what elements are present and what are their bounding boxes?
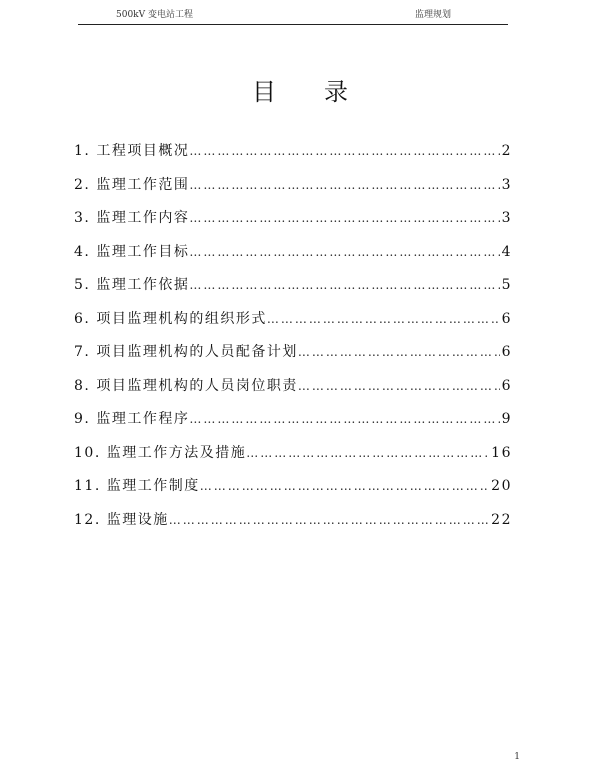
toc-item[interactable]	[74, 174, 512, 208]
toc-item-page: 6	[501, 344, 512, 360]
toc-item-page: 22	[491, 511, 512, 528]
toc-item-label: 项目监理机构的人员配备计划	[96, 344, 298, 360]
toc-dot-leader	[189, 211, 499, 225]
toc-dot-leader	[267, 312, 500, 326]
toc-item[interactable]	[74, 442, 512, 476]
table-of-contents	[74, 140, 512, 542]
toc-item-number: 4.	[74, 243, 91, 260]
toc-dot-leader	[189, 178, 499, 192]
toc-item-number: 1.	[74, 143, 91, 159]
toc-item-page: 3	[501, 210, 512, 226]
page-header	[78, 0, 508, 25]
header-project-title: 500kV 变电站工程	[116, 10, 193, 20]
toc-item[interactable]	[74, 475, 512, 509]
toc-item-page: 5	[501, 277, 512, 293]
toc-item-page: 6	[501, 310, 512, 327]
toc-item-label: 监理设施	[106, 511, 169, 528]
toc-item[interactable]	[74, 408, 512, 442]
toc-dot-leader	[189, 412, 499, 426]
footer-page-number: 1	[514, 752, 520, 762]
toc-item-number: 6.	[74, 310, 91, 327]
toc-title: 目录	[252, 78, 396, 106]
toc-item-page: 3	[501, 176, 512, 193]
toc-item-label: 监理工作制度	[106, 478, 200, 494]
toc-dot-leader	[169, 513, 489, 527]
toc-item-label: 监理工作方法及措施	[106, 444, 247, 461]
toc-item-page: 20	[491, 478, 512, 494]
toc-item[interactable]	[74, 241, 512, 275]
toc-item[interactable]	[74, 308, 512, 342]
toc-item-page: 16	[491, 444, 512, 461]
toc-item-number: 7.	[74, 344, 91, 360]
toc-dot-leader	[189, 278, 499, 292]
toc-item-label: 监理工作目标	[96, 243, 190, 260]
toc-dot-leader	[189, 245, 499, 259]
toc-dot-leader	[200, 479, 489, 493]
toc-item-label: 项目监理机构的组织形式	[96, 310, 267, 327]
toc-item-page: 6	[501, 377, 512, 394]
toc-item-number: 3.	[74, 210, 91, 226]
toc-item-label: 监理工作程序	[96, 411, 190, 427]
toc-item-label: 监理工作内容	[96, 210, 190, 226]
toc-item-number: 11.	[74, 478, 101, 494]
toc-item-label: 工程项目概况	[96, 143, 190, 159]
toc-item[interactable]	[74, 341, 512, 375]
toc-item[interactable]	[74, 375, 512, 409]
toc-item[interactable]	[74, 207, 512, 241]
toc-item-number: 8.	[74, 377, 91, 394]
toc-item-number: 12.	[74, 511, 101, 528]
toc-item-number: 2.	[74, 176, 91, 193]
toc-item-label: 监理工作范围	[96, 176, 190, 193]
toc-item-number: 10.	[74, 444, 101, 461]
toc-item-label: 监理工作依据	[96, 277, 190, 293]
toc-item-number: 5.	[74, 277, 91, 293]
toc-item[interactable]	[74, 274, 512, 308]
toc-dot-leader	[189, 144, 499, 158]
toc-dot-leader	[246, 446, 489, 460]
toc-item-page: 4	[501, 243, 512, 260]
toc-item-page: 9	[501, 411, 512, 427]
toc-dot-leader	[298, 345, 500, 359]
toc-item-number: 9.	[74, 411, 91, 427]
toc-dot-leader	[298, 379, 500, 393]
toc-item-page: 2	[501, 143, 512, 159]
toc-item[interactable]	[74, 140, 512, 174]
toc-item-label: 项目监理机构的人员岗位职责	[96, 377, 298, 394]
toc-item[interactable]	[74, 509, 512, 543]
header-document-title: 监理规划	[415, 10, 452, 20]
